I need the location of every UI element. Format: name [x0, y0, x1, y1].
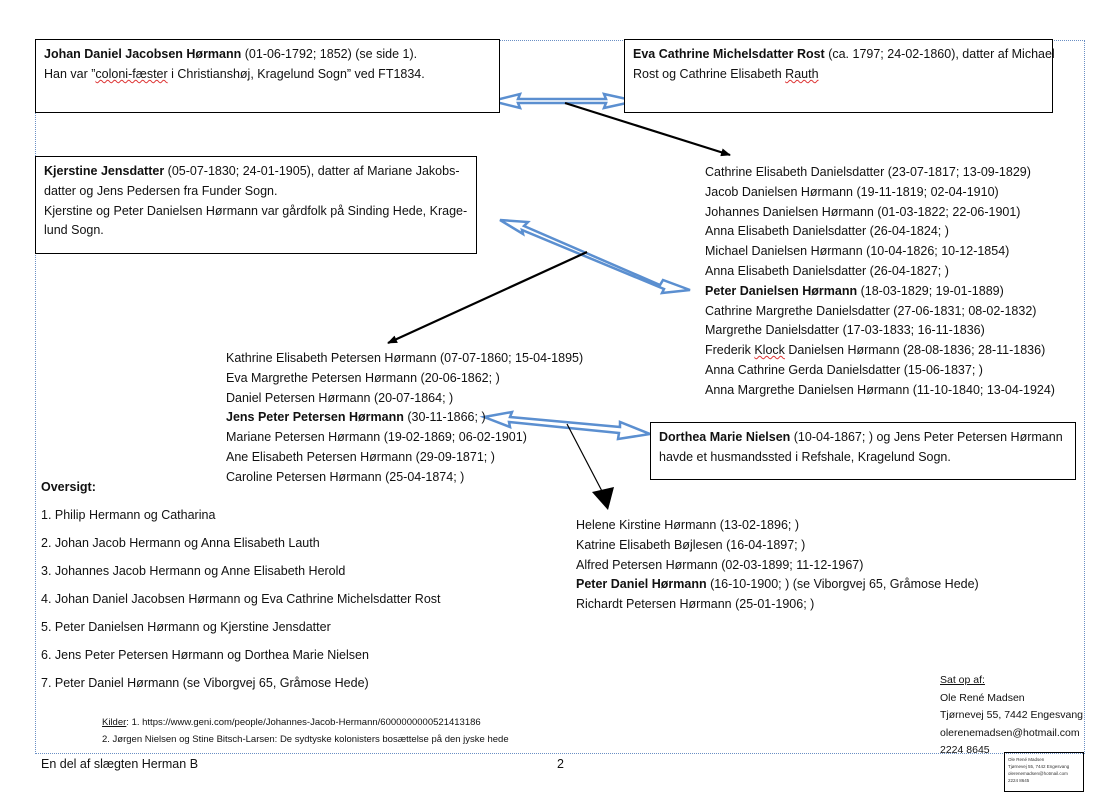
note-text: lund Sogn.: [44, 223, 104, 238]
list-item-text: Klock: [754, 343, 785, 358]
list-item: Kathrine Elisabeth Petersen Hørmann (07-07-1860; 15-04-1895): [226, 351, 584, 365]
overview-item: 6. Jens Peter Petersen Hørmann og Dorthea Marie Nielsen: [41, 648, 369, 662]
note-text: (10-04-1867; ) og Jens Peter Petersen Hørmann: [790, 430, 1063, 444]
person-dates-eva: (ca. 1797; 24-02-1860), datter af Michael: [824, 47, 1055, 61]
typeset-block: [940, 672, 1083, 760]
list-item: Helene Kirstine Hørmann (13-02-1896; ): [576, 518, 800, 532]
typeset-phone: 2224 8645: [940, 744, 990, 756]
list-item: Cathrine Elisabeth Danielsdatter (23-07-1817; 13-09-1829): [705, 165, 1031, 179]
tiny-text: 2224 8645: [1008, 778, 1030, 783]
tiny-text: Ole René Madsen: [1008, 757, 1045, 762]
footer-left: En del af slægten Herman B: [41, 757, 199, 771]
list-item: Anna Cathrine Gerda Danielsdatter (15-06-1837; ): [705, 362, 983, 377]
overview-item: 3. Johannes Jacob Hermann og Anne Elisabeth Herold: [41, 564, 346, 578]
list-item: Ane Elisabeth Petersen Hørmann (29-09-1871; ): [226, 449, 495, 464]
overview-item: 4. Johan Daniel Jacobsen Hørmann og Eva Cathrine Michelsdatter Rost: [41, 592, 441, 606]
list-item: Richardt Petersen Hørmann (25-01-1906; ): [576, 597, 815, 612]
overview-title: Oversigt:: [41, 480, 96, 494]
list-item-text: Danielsen Hørmann (28-08-1836; 28-11-1836): [784, 343, 1046, 358]
person-name-peter: Peter Danielsen Hørmann: [705, 283, 858, 298]
list-item: Eva Margrethe Petersen Hørmann (20-06-1862; ): [226, 370, 500, 385]
list-item: Katrine Elisabeth Bøjlesen (16-04-1897; ): [576, 537, 806, 552]
person-name-jens: Jens Peter Petersen Hørmann: [226, 410, 404, 425]
person-box-eva: [624, 39, 1053, 113]
list-item: [226, 408, 583, 428]
list-item: Caroline Petersen Hørmann (25-04-1874; ): [226, 469, 465, 484]
person-box-dorthea: [650, 422, 1076, 480]
list-item: Alfred Petersen Hørmann (02-03-1899; 11-12-1967): [576, 557, 864, 572]
person-dates-peter: (18-03-1829; 19-01-1889): [857, 283, 1004, 298]
list-item: Cathrine Margrethe Danielsdatter (27-06-1831; 08-02-1832): [705, 303, 1037, 318]
typeset-label: Sat op af:: [940, 674, 985, 686]
list-item: Michael Danielsen Hørmann (10-04-1826; 10-12-1854): [705, 244, 1010, 259]
tiny-text: Tjørnevej 55, 7442 Engesvang: [1008, 764, 1070, 769]
child-arrow-3-head: [592, 487, 614, 510]
typeset-address: Tjørnevej 55, 7442 Engesvang: [940, 709, 1084, 721]
source-item: 2. Jørgen Nielsen og Stine Bitsch-Larsen: De sydtyske kolonisters bosættelse på den jyske hede: [102, 734, 509, 745]
person-name-dorthea: Dorthea Marie Nielsen: [659, 430, 791, 444]
typeset-email: olerenemadsen@hotmail.com: [940, 726, 1080, 739]
person-dates-peter-daniel: (16-10-1900; ) (se Viborgvej 65, Gråmose Hede): [706, 577, 979, 592]
person-box-johan: [35, 39, 500, 113]
list-item: Anna Elisabeth Danielsdatter (26-04-1824; ): [705, 224, 949, 239]
note-text: Rost og Cathrine Elisabeth: [633, 66, 786, 81]
source-item: : 1. https://www.geni.com/people/Johannes-Jacob-Hermann/6000000000521413186: [126, 717, 481, 728]
typeset-name: Ole René Madsen: [940, 691, 1025, 704]
list-item: Jacob Danielsen Hørmann (19-11-1819; 02-04-1910): [705, 184, 999, 199]
list-item: [705, 282, 1055, 302]
note-text: Han var ”: [44, 66, 96, 81]
overview-item: 5. Peter Danielsen Hørmann og Kjerstine Jensdatter: [41, 620, 331, 634]
note-text: coloni-fæster: [95, 66, 168, 81]
overview-item: 7. Peter Daniel Hørmann (se Viborgvej 65, Gråmose Hede): [41, 676, 369, 690]
marriage-double-arrow-1: [492, 94, 636, 108]
person-name-peter-daniel: Peter Daniel Hørmann: [576, 577, 707, 592]
list-item-text: Frederik: [705, 343, 755, 358]
list-item: Mariane Petersen Hørmann (19-02-1869; 06-02-1901): [226, 430, 527, 445]
list-item: [705, 341, 1055, 361]
overview-item: 2. Johan Jacob Hermann og Anna Elisabeth Lauth: [41, 536, 320, 550]
tiny-contact-box: [1004, 752, 1084, 792]
children-list-johan: [705, 163, 1055, 401]
list-item: [576, 575, 979, 595]
person-name-johan: Johan Daniel Jacobsen Hørmann: [44, 47, 242, 61]
list-item: Johannes Danielsen Hørmann (01-03-1822; 22-06-1901): [705, 204, 1021, 219]
list-item: Daniel Petersen Hørmann (20-07-1864; ): [226, 390, 454, 405]
marriage-double-arrow-2: [500, 220, 690, 293]
children-list-jens: [576, 516, 979, 615]
list-item: Anna Margrethe Danielsen Hørmann (11-10-1840; 13-04-1924): [705, 382, 1055, 397]
sources: [102, 714, 509, 748]
sources-label: Kilder: [102, 717, 127, 728]
person-dates-jens: (30-11-1866; ): [403, 410, 486, 425]
overview-item: 1. Philip Hermann og Catharina: [41, 508, 216, 522]
children-list-peter: [226, 349, 583, 488]
child-arrow-2: [388, 252, 587, 343]
person-dates-johan: (01-06-1792; 1852) (se side 1).: [241, 47, 418, 61]
note-text: Kjerstine og Peter Danielsen Hørmann var gårdfolk på Sinding Hede, Krage-: [44, 203, 468, 218]
note-text: (05-07-1830; 24-01-1905), datter af Mariane Jakobs-: [164, 164, 460, 178]
person-box-kjerstine: [35, 156, 477, 254]
person-name-kjerstine: Kjerstine Jensdatter: [44, 164, 165, 178]
note-text: Rauth: [785, 66, 819, 81]
list-item: Anna Elisabeth Danielsdatter (26-04-1827; ): [705, 263, 949, 278]
note-text: havde et husmandssted i Refshale, Kragelund Sogn.: [659, 449, 951, 464]
note-text: datter og Jens Pedersen fra Funder Sogn.: [44, 183, 278, 198]
page-number: 2: [557, 757, 564, 771]
person-name-eva: Eva Cathrine Michelsdatter Rost: [633, 47, 825, 61]
list-item: Margrethe Danielsdatter (17-03-1833; 16-11-1836): [705, 323, 985, 338]
tiny-text: olerenemadsen@hotmail.com: [1008, 771, 1068, 776]
note-text: i Christianshøj, Kragelund Sogn” ved FT1834.: [167, 66, 425, 81]
